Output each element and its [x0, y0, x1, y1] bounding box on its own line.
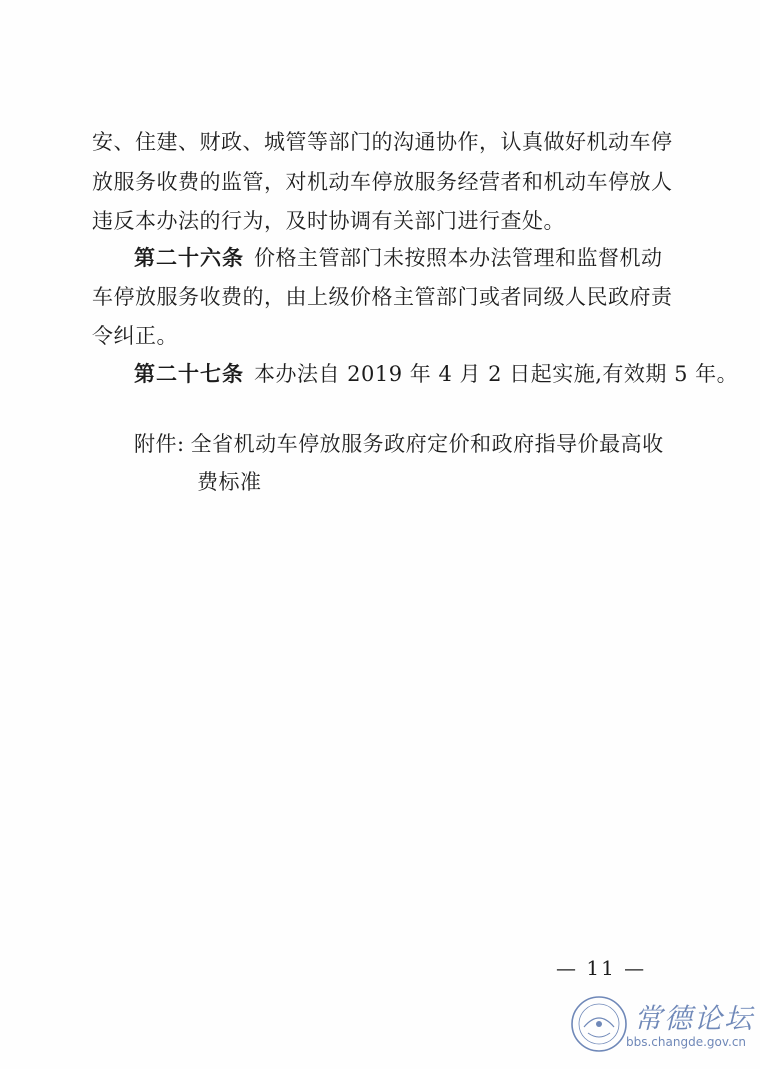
attachment-label: 附件:	[134, 432, 185, 456]
article-27-line	[134, 360, 738, 388]
body-line: 车停放服务收费的，由上级价格主管部门或者同级人民政府责	[92, 285, 673, 309]
page-number: — 11 —	[556, 956, 647, 980]
body-line: 令纠正。	[92, 324, 178, 348]
body-line: 违反本办法的行为，及时协调有关部门进行查处。	[92, 209, 565, 233]
forum-watermark	[570, 995, 755, 1057]
attachment-title-continued: 费标准	[197, 470, 262, 494]
body-line: 安、住建、财政、城管等部门的沟通协作，认真做好机动车停	[92, 130, 673, 154]
watermark-title: 常德论坛	[634, 1002, 755, 1035]
article-26-line	[134, 244, 663, 272]
attachment-title: 全省机动车停放服务政府定价和政府指导价最高收	[190, 432, 664, 456]
attachment-line	[134, 430, 664, 458]
seal-logo-icon	[570, 995, 628, 1053]
article-27-text: 本办法自 2019 年 4 月 2 日起实施,有效期 5 年。	[254, 362, 739, 386]
article-26-number: 第二十六条	[134, 245, 244, 270]
article-27-number: 第二十七条	[134, 361, 244, 386]
body-line: 放服务收费的监管，对机动车停放服务经营者和机动车停放人	[92, 170, 673, 194]
article-26-text: 价格主管部门未按照本办法管理和监督机动	[254, 246, 663, 270]
watermark-url: bbs.changde.gov.cn	[626, 1035, 747, 1049]
